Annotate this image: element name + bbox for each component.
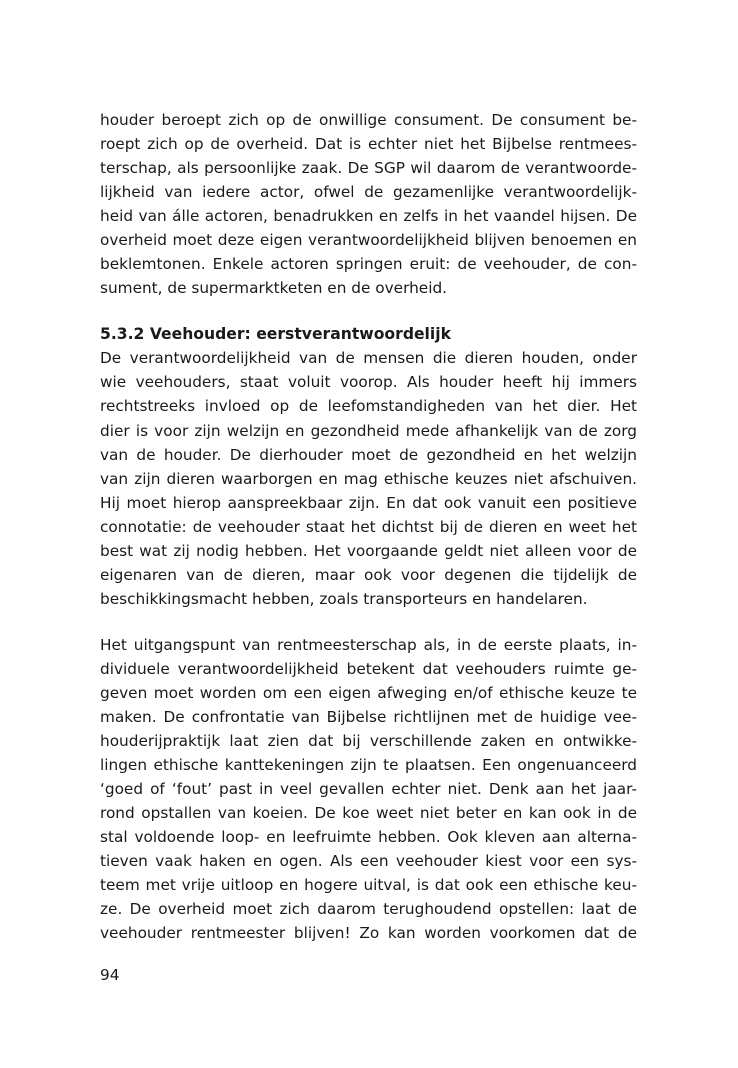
page-number: 94 xyxy=(100,966,120,984)
paragraph-3 xyxy=(100,633,637,946)
text-line: teem met vrije uitloop en hogere uitval, is dat ook een ethische keu- xyxy=(100,876,637,895)
section-heading: 5.3.2 Veehouder: eerstverantwoordelijk xyxy=(100,325,451,344)
text-line: rond opstallen van koeien. De koe weet niet beter en kan ook in de xyxy=(100,804,637,823)
text-line: houderijpraktijk laat zien dat bij verschillende zaken en ontwikke- xyxy=(100,732,637,751)
text-line: veehouder rentmeester blijven! Zo kan worden voorkomen dat de xyxy=(100,924,637,943)
text-line: dier is voor zijn welzijn en gezondheid mede afhankelijk van de zorg xyxy=(100,421,637,440)
text-line: heid van álle actoren, benadrukken en zelfs in het vaandel hijsen. De xyxy=(100,207,637,226)
paragraph-1 xyxy=(100,108,637,300)
text-line: best wat zij nodig hebben. Het voorgaande geldt niet alleen voor de xyxy=(100,541,637,560)
text-line: van de houder. De dierhouder moet de gezondheid en het welzijn xyxy=(100,445,637,464)
text-line: overheid moet deze eigen verantwoordelijkheid blijven benoemen en xyxy=(100,231,637,250)
text-line: Het uitgangspunt van rentmeesterschap als, in de eerste plaats, in- xyxy=(100,635,637,654)
text-line: tieven vaak haken en ogen. Als een veehouder kiest voor een sys- xyxy=(100,852,637,871)
text-line: beklemtonen. Enkele actoren springen eruit: de veehouder, de con- xyxy=(100,255,637,274)
text-line: lingen ethische kanttekeningen zijn te plaatsen. Een ongenuanceerd xyxy=(100,756,637,775)
text-line: dividuele verantwoordelijkheid betekent dat veehouders ruimte ge- xyxy=(100,659,637,678)
text-line: houder beroept zich op de onwillige consument. De consument be- xyxy=(100,111,637,129)
text-line: sument, de supermarktketen en de overheid. xyxy=(100,279,448,298)
text-line: rechtstreeks invloed op de leefomstandigheden van het dier. Het xyxy=(100,397,637,416)
text-line: geven moet worden om een eigen afweging en/of ethische keuze te xyxy=(100,683,637,702)
text-line: wie veehouders, staat voluit voorop. Als houder heeft hij immers xyxy=(100,373,637,392)
text-line: Hij moet hierop aanspreekbaar zijn. En dat ook vanuit een positieve xyxy=(100,493,637,512)
text-line: stal voldoende loop- en leefruimte hebben. Ook kleven aan alterna- xyxy=(100,828,637,847)
text-line: eigenaren van de dieren, maar ook voor degenen die tijdelijk de xyxy=(100,565,637,584)
text-line: ze. De overheid moet zich daarom terughoudend opstellen: laat de xyxy=(100,900,637,919)
text-line: ‘goed of ‘fout’ past in veel gevallen echter niet. Denk aan het jaar- xyxy=(100,780,637,799)
paragraph-gap xyxy=(100,611,637,633)
text-line: terschap, als persoonlijke zaak. De SGP wil daarom de verantwoorde- xyxy=(100,159,637,178)
text-line: van zijn dieren waarborgen en mag ethische keuzes niet afschuiven. xyxy=(100,469,637,488)
page-body xyxy=(100,108,637,946)
paragraph-2 xyxy=(100,346,637,611)
text-line: connotatie: de veehouder staat het dichtst bij de dieren en weet het xyxy=(100,517,637,536)
text-line: lijkheid van iedere actor, ofwel de gezamenlijke verantwoordelijk- xyxy=(100,183,637,202)
text-line: De verantwoordelijkheid van de mensen die dieren houden, onder xyxy=(100,349,637,368)
text-line: beschikkingsmacht hebben, zoals transporteurs en handelaren. xyxy=(100,589,588,608)
text-line: maken. De confrontatie van Bijbelse richtlijnen met de huidige vee- xyxy=(100,708,637,727)
text-line: roept zich op de overheid. Dat is echter niet het Bijbelse rentmees- xyxy=(100,135,637,154)
